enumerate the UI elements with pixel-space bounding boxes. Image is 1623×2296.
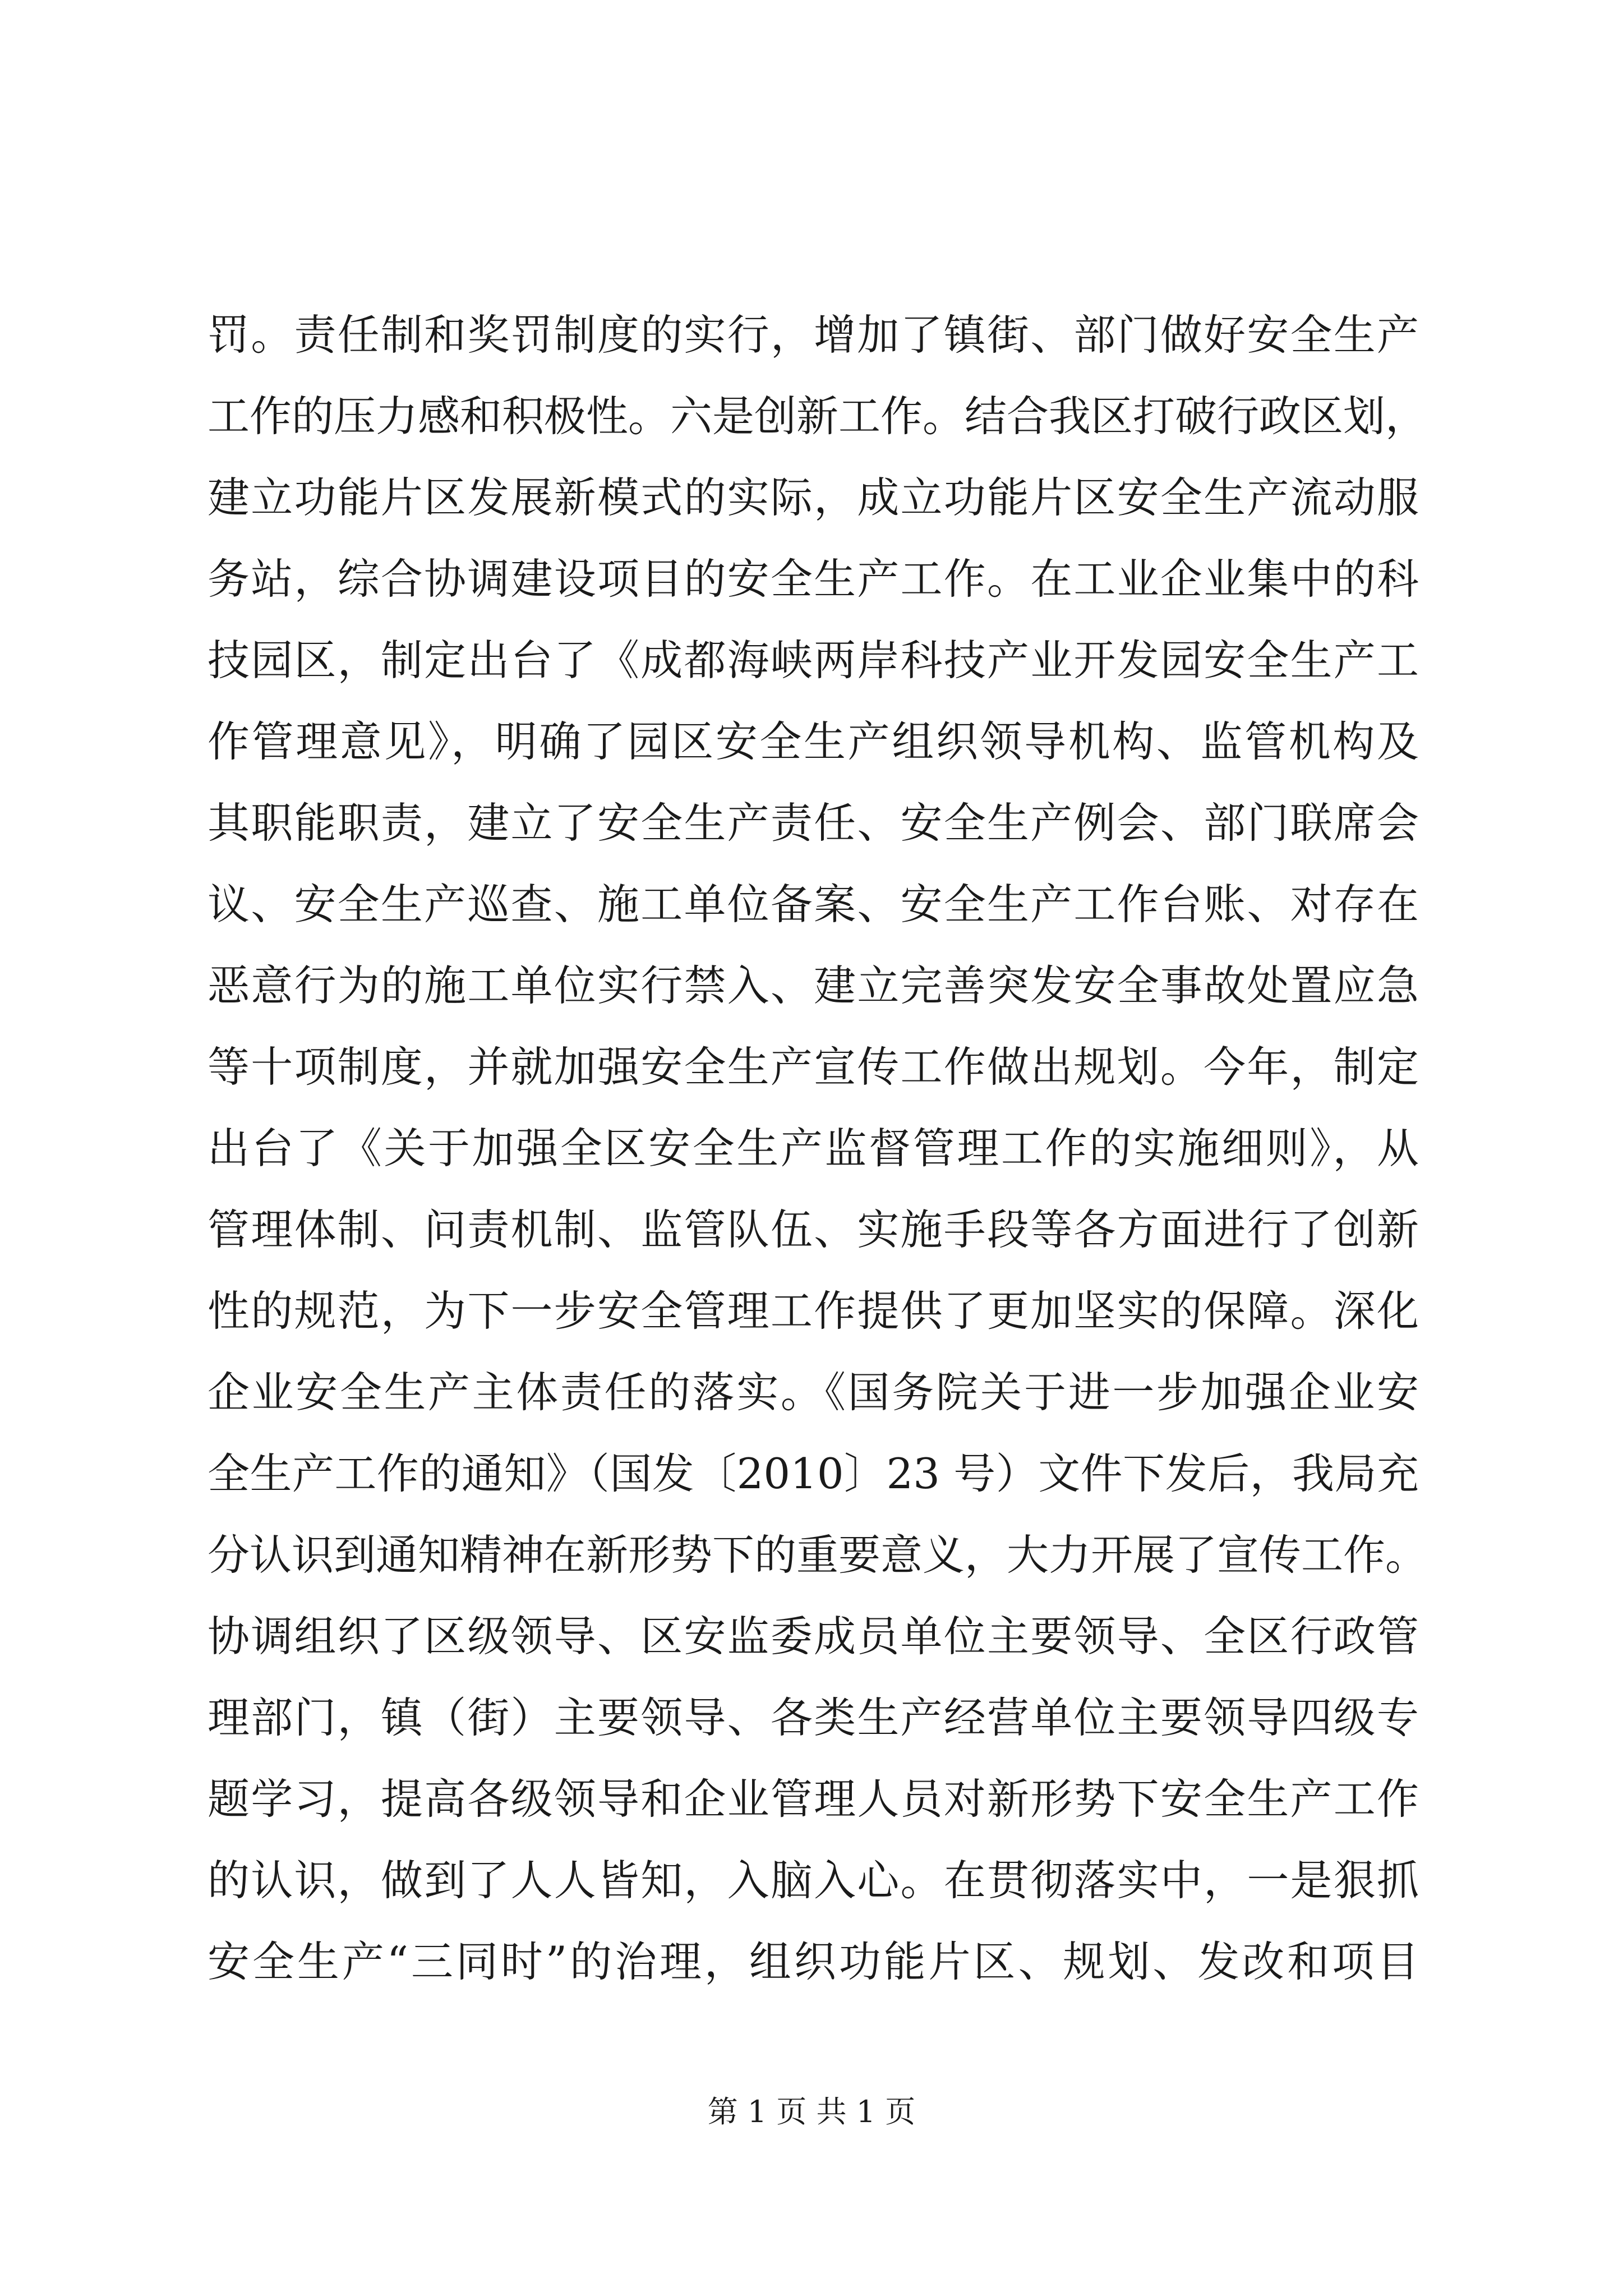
text-line: 分认识到通知精神在新形势下的重要意义，大力开展了宣传工作。 bbox=[208, 1530, 1428, 1580]
text-line: 出台了《关于加强全区安全生产监督管理工作的实施细则》，从 bbox=[208, 1124, 1419, 1173]
text-line: 建立功能片区发展新模式的实际，成立功能片区安全生产流动服 bbox=[208, 473, 1419, 522]
text-line: 的认识，做到了人人皆知，入脑入心。在贯彻落实中，一是狠抓 bbox=[208, 1856, 1419, 1905]
text-line: 务站，综合协调建设项目的安全生产工作。在工业企业集中的科 bbox=[208, 554, 1419, 604]
text-line: 罚。责任制和奖罚制度的实行，增加了镇街、部门做好安全生产 bbox=[208, 310, 1419, 360]
text-line: 工作的压力感和积极性。六是创新工作。结合我区打破行政区划， bbox=[208, 392, 1428, 441]
text-line: 理部门，镇（街）主要领导、各类生产经营单位主要领导四级专 bbox=[208, 1693, 1419, 1742]
text-line: 其职能职责，建立了安全生产责任、安全生产例会、部门联席会 bbox=[208, 798, 1419, 848]
text-line: 技园区，制定出台了《成都海峡两岸科技产业开发园安全生产工 bbox=[208, 636, 1419, 685]
text-line: 管理体制、问责机制、监管队伍、实施手段等各方面进行了创新 bbox=[208, 1205, 1419, 1254]
text-line: 作管理意见》，明确了园区安全生产组织领导机构、监管机构及 bbox=[208, 717, 1419, 766]
text-line: 题学习，提高各级领导和企业管理人员对新形势下安全生产工作 bbox=[208, 1774, 1419, 1824]
text-line: 协调组织了区级领导、区安监委成员单位主要领导、全区行政管 bbox=[208, 1612, 1419, 1661]
text-line: 企业安全生产主体责任的落实。《国务院关于进一步加强企业安 bbox=[208, 1368, 1419, 1417]
text-line: 议、安全生产巡查、施工单位备案、安全生产工作台账、对存在 bbox=[208, 880, 1419, 929]
page-footer: 第 1 页 共 1 页 bbox=[707, 2094, 916, 2129]
text-line: 全生产工作的通知》（国发〔2010〕23 号）文件下发后，我局充 bbox=[208, 1449, 1419, 1498]
text-line: 恶意行为的施工单位实行禁入、建立完善突发安全事故处置应急 bbox=[208, 961, 1419, 1010]
body-text bbox=[208, 295, 1428, 2003]
text-line: 性的规范，为下一步安全管理工作提供了更加坚实的保障。深化 bbox=[208, 1286, 1419, 1336]
text-line: 等十项制度，并就加强安全生产宣传工作做出规划。今年，制定 bbox=[208, 1042, 1419, 1092]
text-line: 安全生产“三同时”的治理，组织功能片区、规划、发改和项目 bbox=[208, 1937, 1419, 1986]
